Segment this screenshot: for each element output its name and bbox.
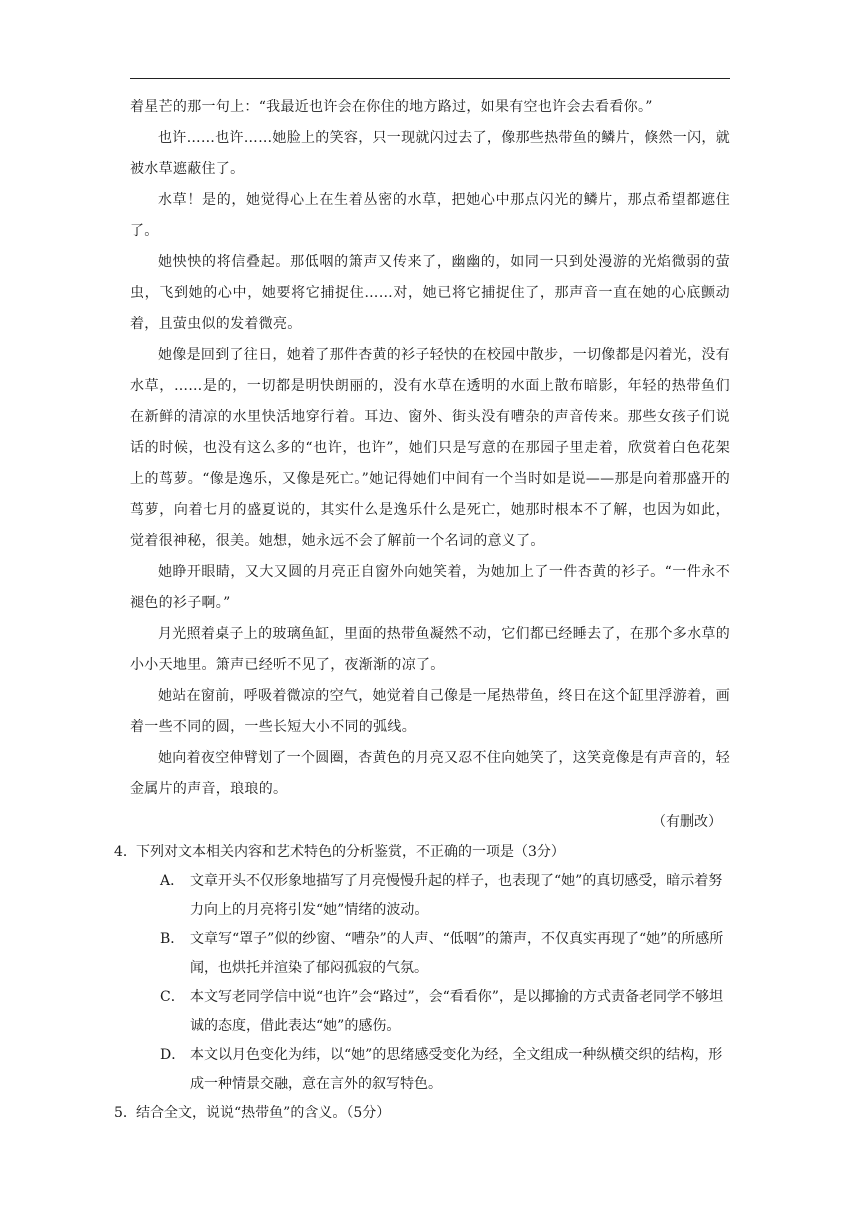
paragraph-1: 着星芒的那一句上：“我最近也许会在你住的地方路过，如果有空也许会去看看你。” bbox=[130, 99, 653, 115]
option-b-text: 文章写“罩子”似的纱窗、“嘈杂”的人声、“低咽”的箫声，不仅真实再现了“她”的所感所闻，也烘托并渲染了郁闷孤寂的气氛。 bbox=[190, 931, 724, 976]
paragraph-8: 她站在窗前，呼吸着微凉的空气，她觉着自己像是一尾热带鱼，终日在这个缸里浮游着，画着一些不同的圆，一些长短大小不同的弧线。 bbox=[130, 688, 730, 735]
paragraph-5: 她像是回到了往日，她着了那件杏黄的衫子轻快的在校园中散步，一切像都是闪着光，没有水草，……是的，一切都是明快朗丽的，没有水草在透明的水面上散布暗影，年轻的热带鱼们在新鲜的清凉的水里快活地穿行着。耳边、窗外、街头没有嘈杂的声音传来。那些女孩子们说话的时候，也没有这么多的“也许，也许”，她们只是写意的在那园子里走着，欣赏着白色花架上的茑萝。“像是逸乐，又像是死亡。”她记得她们中间有一个当时如是说——那是向着那盛开的茑萝，向着七月的盛夏说的，其实什么是逸乐什么是死亡，她那时根本不了解，也因为如此，觉着很神秘，很美。她想，她永远不会了解前一个名词的意义了。 bbox=[130, 347, 730, 549]
header-rule bbox=[130, 78, 730, 79]
paragraph-7: 月光照着桌子上的玻璃鱼缸，里面的热带鱼凝然不动，它们都已经睡去了，在那个多水草的小小天地里。箫声已经听不见了，夜渐渐的凉了。 bbox=[130, 626, 730, 673]
question-4-text: 下列对文本相关内容和艺术特色的分析鉴赏，不正确的一项是（3分） bbox=[136, 844, 565, 860]
document-body bbox=[114, 92, 730, 1128]
option-c bbox=[130, 983, 730, 1041]
paragraph-3: 水草！是的，她觉得心上在生着丛密的水草，把她心中那点闪光的鳞片，那点希望都遮住了。 bbox=[130, 192, 730, 239]
option-a-letter: A． bbox=[160, 873, 185, 889]
question-5-number: 5． bbox=[114, 1105, 137, 1121]
paragraph-6: 她睁开眼睛，又大又圆的月亮正自窗外向她笑着，为她加上了一件杏黄的衫子。“一件永不褪色的衫子啊。” bbox=[130, 564, 730, 611]
option-a bbox=[130, 867, 730, 925]
paragraph-9: 她向着夜空伸臂划了一个圆圈，杏黄色的月亮又忍不住向她笑了，这笑竟像是有声音的，轻金属片的声音，琅琅的。 bbox=[130, 750, 730, 797]
option-a-text: 文章开头不仅形象地描写了月亮慢慢升起的样子，也表现了“她”的真切感受，暗示着努力向上的月亮将引发“她”情绪的波动。 bbox=[190, 873, 723, 918]
paragraph-4: 她怏怏的将信叠起。那低咽的箫声又传来了，幽幽的，如同一只到处漫游的光焰微弱的萤虫，飞到她的心中，她要将它捕捉住……对，她已将它捕捉住了，那声音一直在她的心底颤动着，且萤虫似的发着微亮。 bbox=[130, 254, 730, 332]
option-b bbox=[130, 925, 730, 983]
question-5-text: 结合全文，说说“热带鱼”的含义。（5分） bbox=[136, 1105, 391, 1121]
edit-note: （有删改） bbox=[652, 814, 722, 830]
option-b-letter: B． bbox=[160, 931, 185, 947]
question-4-stem bbox=[114, 838, 730, 867]
question-5-stem bbox=[114, 1099, 730, 1128]
option-d-text: 本文以月色变化为纬，以“她”的思绪感受变化为经，全文组成一种纵横交织的结构，形成一种情景交融，意在言外的叙写特色。 bbox=[190, 1047, 723, 1092]
option-d bbox=[130, 1041, 730, 1099]
option-c-letter: C． bbox=[160, 989, 185, 1005]
paragraph-2: 也许……也许……她脸上的笑容，只一现就闪过去了，像那些热带鱼的鳞片，倏然一闪，就被水草遮蔽住了。 bbox=[130, 130, 730, 177]
option-c-text: 本文写老同学信中说“也许”会“路过”，会“看看你”，是以揶揄的方式责备老同学不够坦诚的态度，借此表达“她”的感伤。 bbox=[190, 989, 723, 1034]
question-4-number: 4． bbox=[114, 844, 137, 860]
option-d-letter: D． bbox=[160, 1047, 186, 1063]
